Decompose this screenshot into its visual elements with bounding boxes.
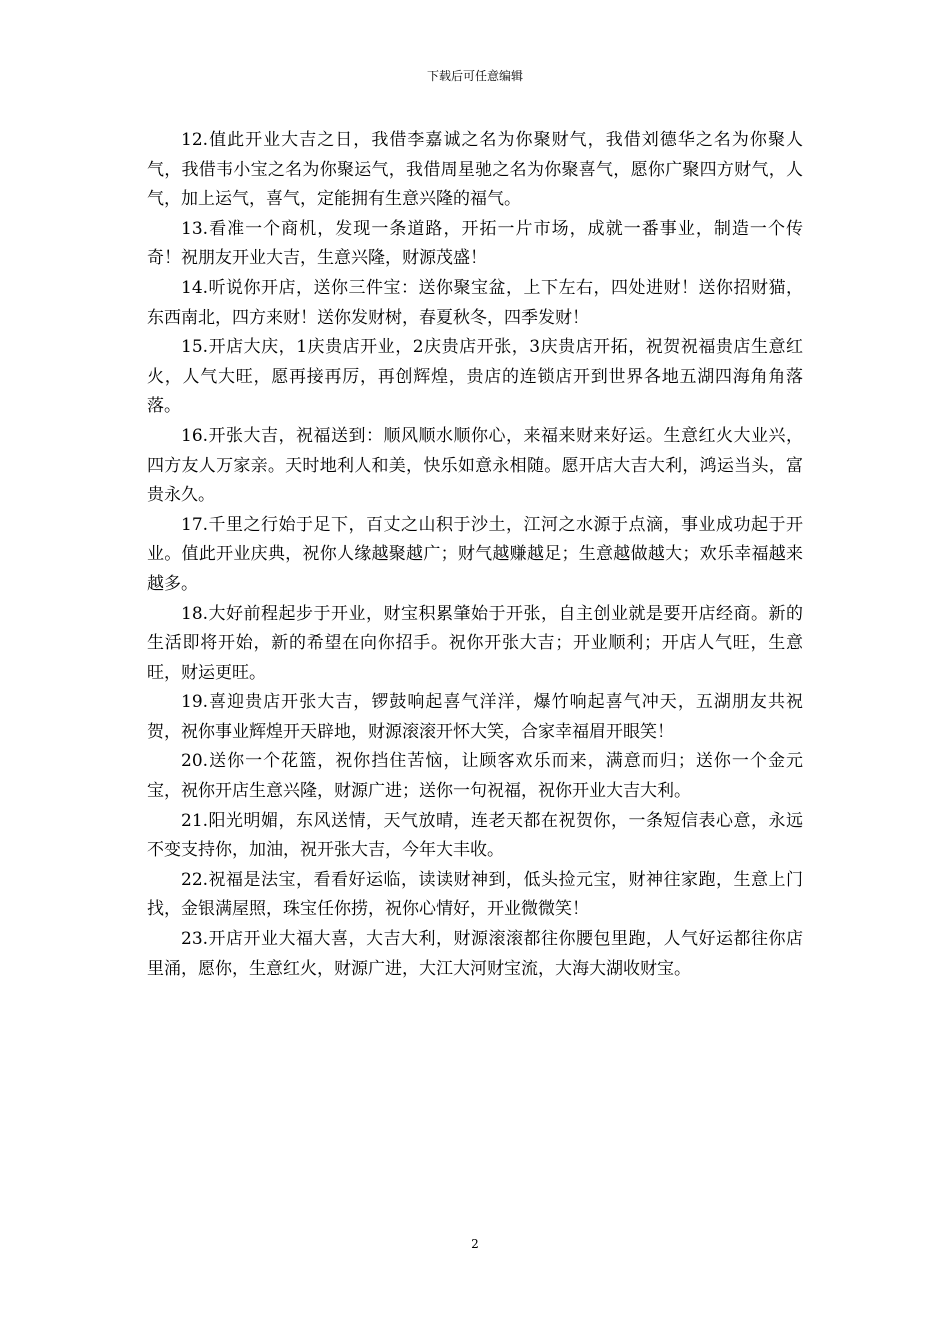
paragraph-14: 14.听说你开店，送你三件宝：送你聚宝盆，上下左右，四处进财！送你招财猫，东西南北，四方来财！送你发财树，春夏秋冬，四季发财！	[147, 277, 803, 328]
paragraph-17: 17.千里之行始于足下，百丈之山积于沙土，江河之水源于点滴，事业成功起于开业。值此开业庆典，祝你人缘越聚越广；财气越赚越足；生意越做越大；欢乐幸福越来越多。	[147, 514, 803, 594]
paragraph-15: 15.开店大庆，1庆贵店开业，2庆贵店开张，3庆贵店开拓，祝贺祝福贵店生意红火，人气大旺，愿再接再厉，再创辉煌，贵店的连锁店开到世界各地五湖四海角角落落。	[147, 337, 803, 417]
paragraph-19: 19.喜迎贵店开张大吉，锣鼓响起喜气洋洋，爆竹响起喜气冲天，五湖朋友共祝贺，祝你事业辉煌开天辟地，财源滚滚开怀大笑，合家幸福眉开眼笑！	[147, 692, 803, 742]
page-header: 下载后可任意编辑	[426, 69, 523, 83]
paragraph-21: 21.阳光明媚，东风送情，天气放晴，连老天都在祝贺你，一条短信表心意，永远不变支持你，加油，祝开张大吉，今年大丰收。	[147, 810, 803, 861]
document-body	[147, 126, 803, 984]
paragraph-22: 22.祝福是法宝，看看好运临，读读财神到，低头捡元宝，财神往家跑，生意上门找，金银满屋照，珠宝任你捞，祝你心情好，开业微微笑！	[147, 869, 803, 920]
paragraph-16: 16.开张大吉，祝福送到：顺风顺水顺你心，来福来财来好运。生意红火大业兴，四方友人万家亲。天时地利人和美，快乐如意永相随。愿开店大吉大利，鸿运当头，富贵永久。	[147, 425, 803, 506]
paragraph-23: 23.开店开业大福大喜，大吉大利，财源滚滚都往你腰包里跑，人气好运都往你店里涌，愿你，生意红火，财源广进，大江大河财宝流，大海大湖收财宝。	[147, 929, 803, 979]
page-number: 2	[471, 1237, 479, 1251]
paragraph-18: 18.大好前程起步于开业，财宝积累肇始于开张，自主创业就是要开店经商。新的生活即将开始，新的希望在向你招手。祝你开张大吉；开业顺利；开店人气旺，生意旺，财运更旺。	[147, 603, 803, 683]
paragraph-20: 20.送你一个花篮，祝你挡住苦恼，让顾客欢乐而来，满意而归；送你一个金元宝，祝你开店生意兴隆，财源广进；送你一句祝福，祝你开业大吉大利。	[147, 751, 803, 802]
paragraph-12: 12.值此开业大吉之日，我借李嘉诚之名为你聚财气，我借刘德华之名为你聚人气，我借韦小宝之名为你聚运气，我借周星驰之名为你聚喜气，愿你广聚四方财气，人气，加上运气，喜气，定能拥有生意兴隆的福气。	[147, 130, 803, 210]
paragraph-13: 13.看准一个商机，发现一条道路，开拓一片市场，成就一番事业，制造一个传奇！祝朋友开业大吉，生意兴隆，财源茂盛！	[147, 218, 803, 269]
